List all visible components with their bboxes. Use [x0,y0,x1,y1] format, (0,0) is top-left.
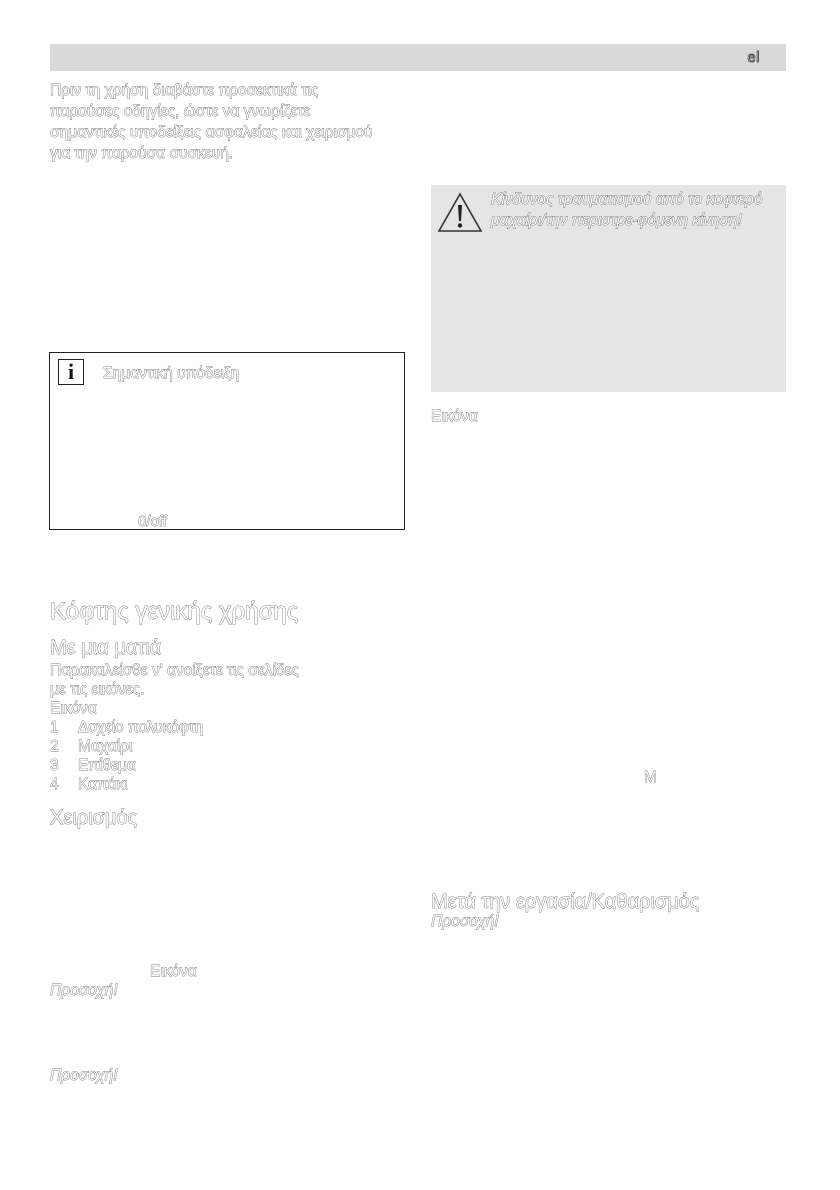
warning-triangle-icon [437,191,483,233]
info-icon: i [58,359,84,385]
warning-text: Κίνδυνος τραυματισμού από το κοφτερό μαχαίρι/την περιστρε-φόμενη κίνηση! [491,191,763,229]
list-item-label: Καπάκι [78,776,128,793]
operation-heading: Χειρισμός [50,807,138,829]
language-code: el [747,49,760,66]
list-item [50,737,203,756]
caution-label-right: Προσοχή! [431,913,499,930]
parts-list [50,718,203,794]
list-item-label: Επίθεμα [78,757,136,774]
overview-text-line1: Παρακαλείσθε ν' ανοίξετε τις σελίδες [50,662,299,679]
list-item-number: 3 [50,757,59,774]
list-item [50,775,203,794]
list-item-number: 4 [50,776,59,793]
overview-text-line2: με τις εικόνες. [50,681,145,698]
intro-paragraph: Πριν τη χρήση διαβάστε προσεκτικά τις παρούσες οδηγίες, ώστε να γνωρίζετε σημαντικές υποδείξεις ασφαλείας και χειρισμού για την παρούσα συσκευή. [50,82,373,162]
page-header-bar [50,44,786,71]
cleaning-heading: Μετά την εργασία/Καθαρισμός [431,891,700,913]
warning-box [431,185,786,392]
letter-m-label: M [644,769,657,786]
important-note-title: Σημαντική υπόδειξη [103,365,240,382]
list-item-number: 2 [50,738,59,755]
important-note-box [49,352,405,530]
figure-label-overview: Εικόνα [50,700,97,717]
page-title: Κόφτης γενικής χρήσης [50,598,299,625]
figure-label-right: Εικόνα [431,408,478,425]
list-item-label: Δοχείο πολυκόφτη [78,719,204,736]
overview-heading: Με μια ματιά [50,637,162,659]
figure-label-operation: Εικόνα [150,963,197,980]
list-item-number: 1 [50,719,59,736]
caution-label-1: Προσοχή! [50,982,118,999]
list-item [50,756,203,775]
switch-off-label: 0/off [138,513,167,530]
caution-label-2: Προσοχή! [50,1067,118,1084]
list-item [50,718,203,737]
list-item-label: Μαχαίρι [78,738,133,755]
